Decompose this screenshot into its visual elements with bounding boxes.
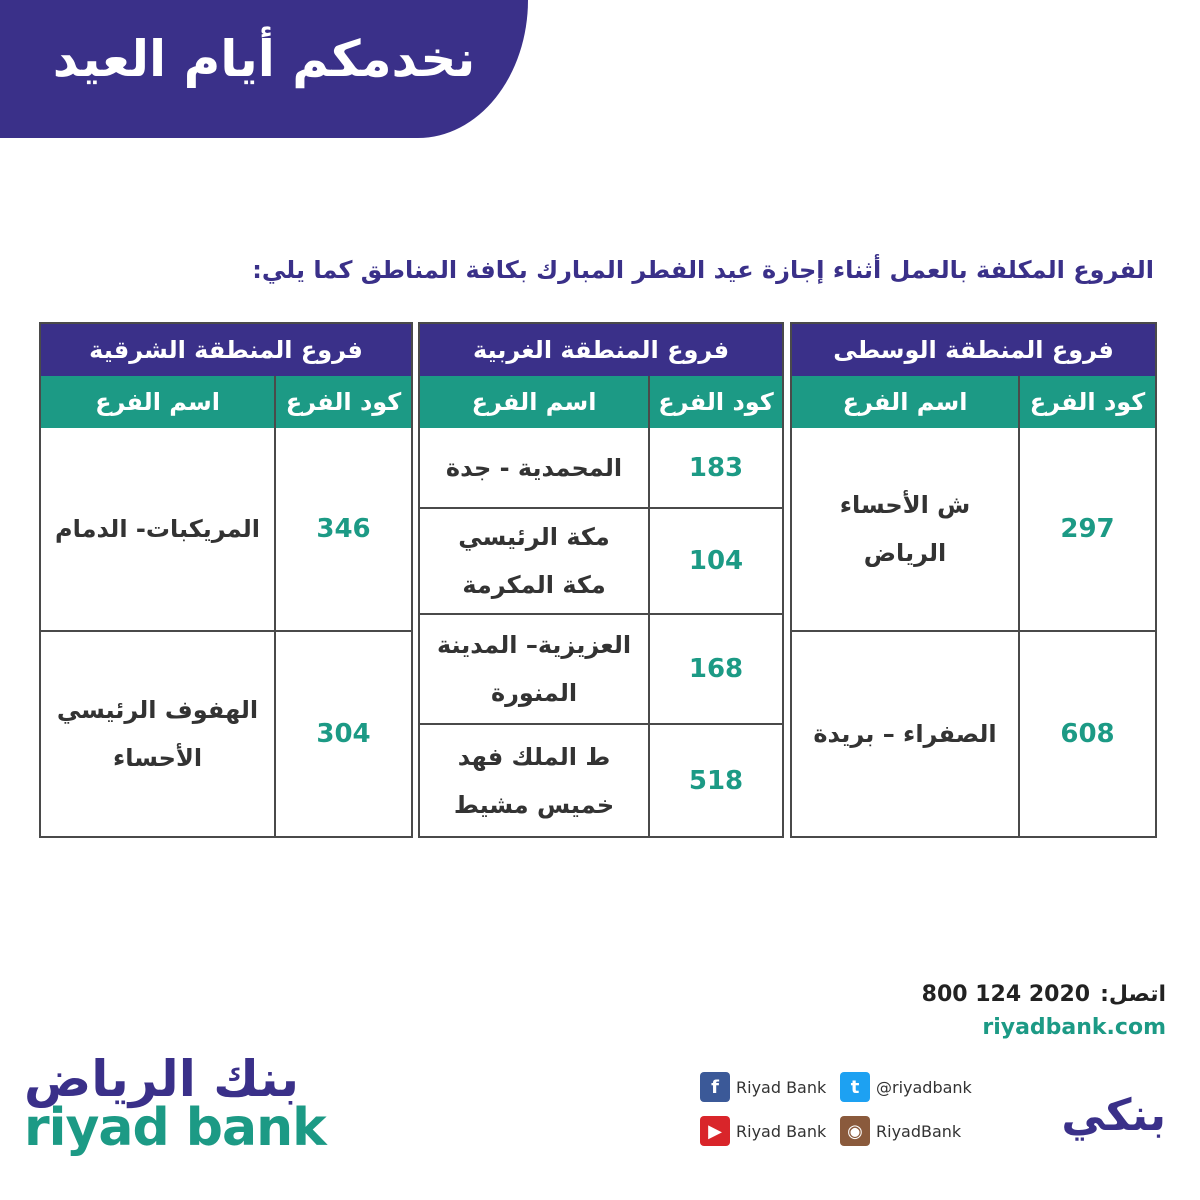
central-column-headers: [792, 376, 1155, 428]
table-row: [420, 507, 782, 613]
table-row: [420, 428, 782, 507]
table-row: [420, 723, 782, 836]
banki-logo: بنكي: [1061, 1090, 1166, 1141]
intro-text: الفروع المكلفة بالعمل أثناء إجازة عيد الفطر المبارك بكافة المناطق كما يلي:: [252, 256, 1154, 284]
branch-code: 104: [648, 509, 782, 613]
youtube-link[interactable]: ▶ Riyad Bank: [700, 1116, 826, 1146]
table-row: [41, 630, 411, 836]
branch-name: المحمدية - جدة: [445, 453, 623, 482]
name-header: اسم الفرع: [95, 388, 220, 416]
western-region-title: فروع المنطقة الغربية: [420, 324, 782, 376]
western-region-table: [418, 322, 784, 838]
eastern-column-headers: [41, 376, 411, 428]
table-row: [420, 613, 782, 723]
branch-code: 304: [274, 632, 411, 836]
riyad-bank-logo-english: riyad bank: [24, 1098, 326, 1158]
branch-code: 183: [648, 428, 782, 507]
eastern-region-table: [39, 322, 413, 838]
website-link[interactable]: riyadbank.com: [982, 1015, 1166, 1040]
western-column-headers: [420, 376, 782, 428]
table-row: [792, 428, 1155, 630]
code-header: كود الفرع: [648, 376, 782, 428]
riyad-bank-logo-arabic: بنك الرياض: [24, 1050, 299, 1108]
eastern-region-title: فروع المنطقة الشرقية: [41, 324, 411, 376]
code-header: كود الفرع: [1018, 376, 1155, 428]
name-header: اسم الفرع: [471, 388, 597, 416]
central-region-title: فروع المنطقة الوسطى: [792, 324, 1155, 376]
branch-code: 346: [274, 428, 411, 630]
twitter-icon: t: [840, 1072, 870, 1102]
branch-name: العزيزية– المدينة المنورة: [436, 631, 632, 707]
facebook-link[interactable]: f Riyad Bank: [700, 1072, 826, 1102]
branch-code: 518: [648, 725, 782, 836]
instagram-icon: ◉: [840, 1116, 870, 1146]
banner-title: نخدمكم أيام العيد: [52, 30, 476, 88]
branch-code: 168: [648, 615, 782, 723]
contact-label: اتصل:: [1100, 982, 1166, 1007]
table-row: [41, 428, 411, 630]
code-header: كود الفرع: [274, 376, 411, 428]
phone-number[interactable]: 800 124 2020: [921, 982, 1091, 1007]
name-header: اسم الفرع: [842, 388, 968, 416]
youtube-icon: ▶: [700, 1116, 730, 1146]
twitter-link[interactable]: t @riyadbank: [840, 1072, 972, 1102]
contact-line: [922, 982, 1166, 1007]
branch-code: 608: [1018, 632, 1155, 836]
header-banner: [0, 0, 528, 138]
instagram-link[interactable]: ◉ RiyadBank: [840, 1116, 961, 1146]
table-row: [792, 630, 1155, 836]
branch-name: المريكبات- الدمام: [54, 515, 261, 543]
central-region-table: [790, 322, 1157, 838]
branch-name: الصفراء – بريدة: [813, 720, 997, 748]
branch-code: 297: [1018, 428, 1155, 630]
branch-name: ش الأحساء الرياض: [839, 491, 971, 567]
branch-name: ط الملك فهد خميس مشيط: [453, 742, 615, 819]
branch-name: مكة الرئيسي مكة المكرمة: [458, 523, 610, 599]
branch-name: الهفوف الرئيسي الأحساء: [56, 696, 259, 772]
facebook-icon: f: [700, 1072, 730, 1102]
